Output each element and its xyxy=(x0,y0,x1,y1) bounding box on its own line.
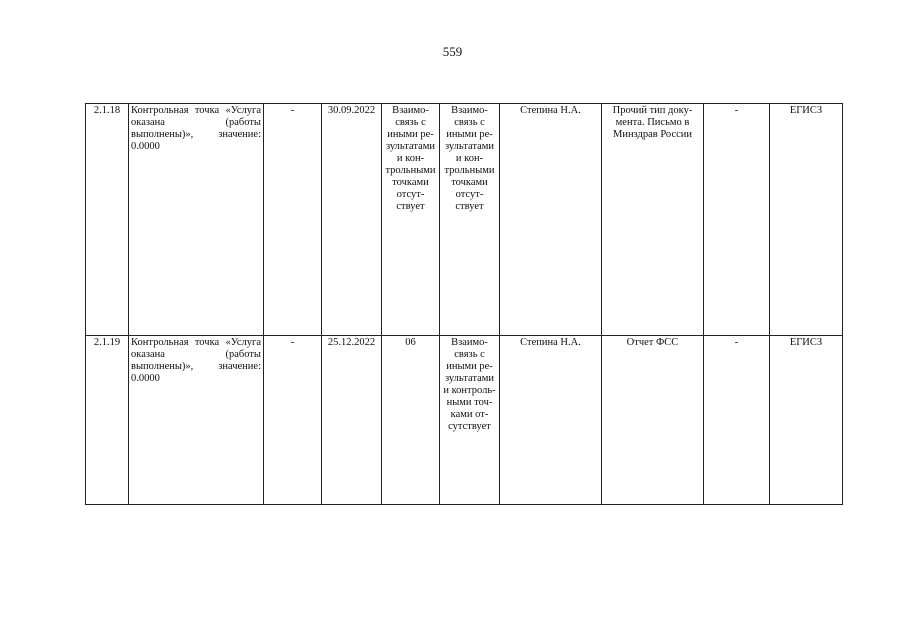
base-value: - xyxy=(264,104,322,336)
page-number: 559 xyxy=(442,44,463,59)
responsible-person: Степина Н.А. xyxy=(500,336,602,505)
document-type: Отчет ФСС xyxy=(602,336,704,505)
row-number: 2.1.19 xyxy=(86,336,129,505)
row-number: 2.1.18 xyxy=(86,104,129,336)
document-type: Прочий тип доку-мента. Письмо в Минздрав России xyxy=(602,104,704,336)
predecessor-link: Взаимо-связь с иными ре-зультатами и кон-трольными точками отсут-ствует xyxy=(382,104,440,336)
control-points-table xyxy=(85,103,843,505)
level-value: - xyxy=(704,104,770,336)
successor-link: Взаимо-связь с иными ре-зультатами и кон-трольными точками отсут-ствует xyxy=(440,104,500,336)
responsible-person: Степина Н.А. xyxy=(500,104,602,336)
table-row xyxy=(86,104,843,336)
base-value: - xyxy=(264,336,322,505)
level-value: - xyxy=(704,336,770,505)
control-point-name: Контрольная точка «Услуга оказана (работы выполнены)», значение: 0.0000 xyxy=(129,104,264,336)
information-system: ЕГИСЗ xyxy=(770,104,843,336)
information-system: ЕГИСЗ xyxy=(770,336,843,505)
control-point-name: Контрольная точка «Услуга оказана (работы выполнены)», значение: 0.0000 xyxy=(129,336,264,505)
due-date: 30.09.2022 xyxy=(322,104,382,336)
table-row xyxy=(86,336,843,505)
predecessor-link: 06 xyxy=(382,336,440,505)
due-date: 25.12.2022 xyxy=(322,336,382,505)
successor-link: Взаимо-связь с иными ре-зультатами и контроль-ными точ-ками от-сутствует xyxy=(440,336,500,505)
